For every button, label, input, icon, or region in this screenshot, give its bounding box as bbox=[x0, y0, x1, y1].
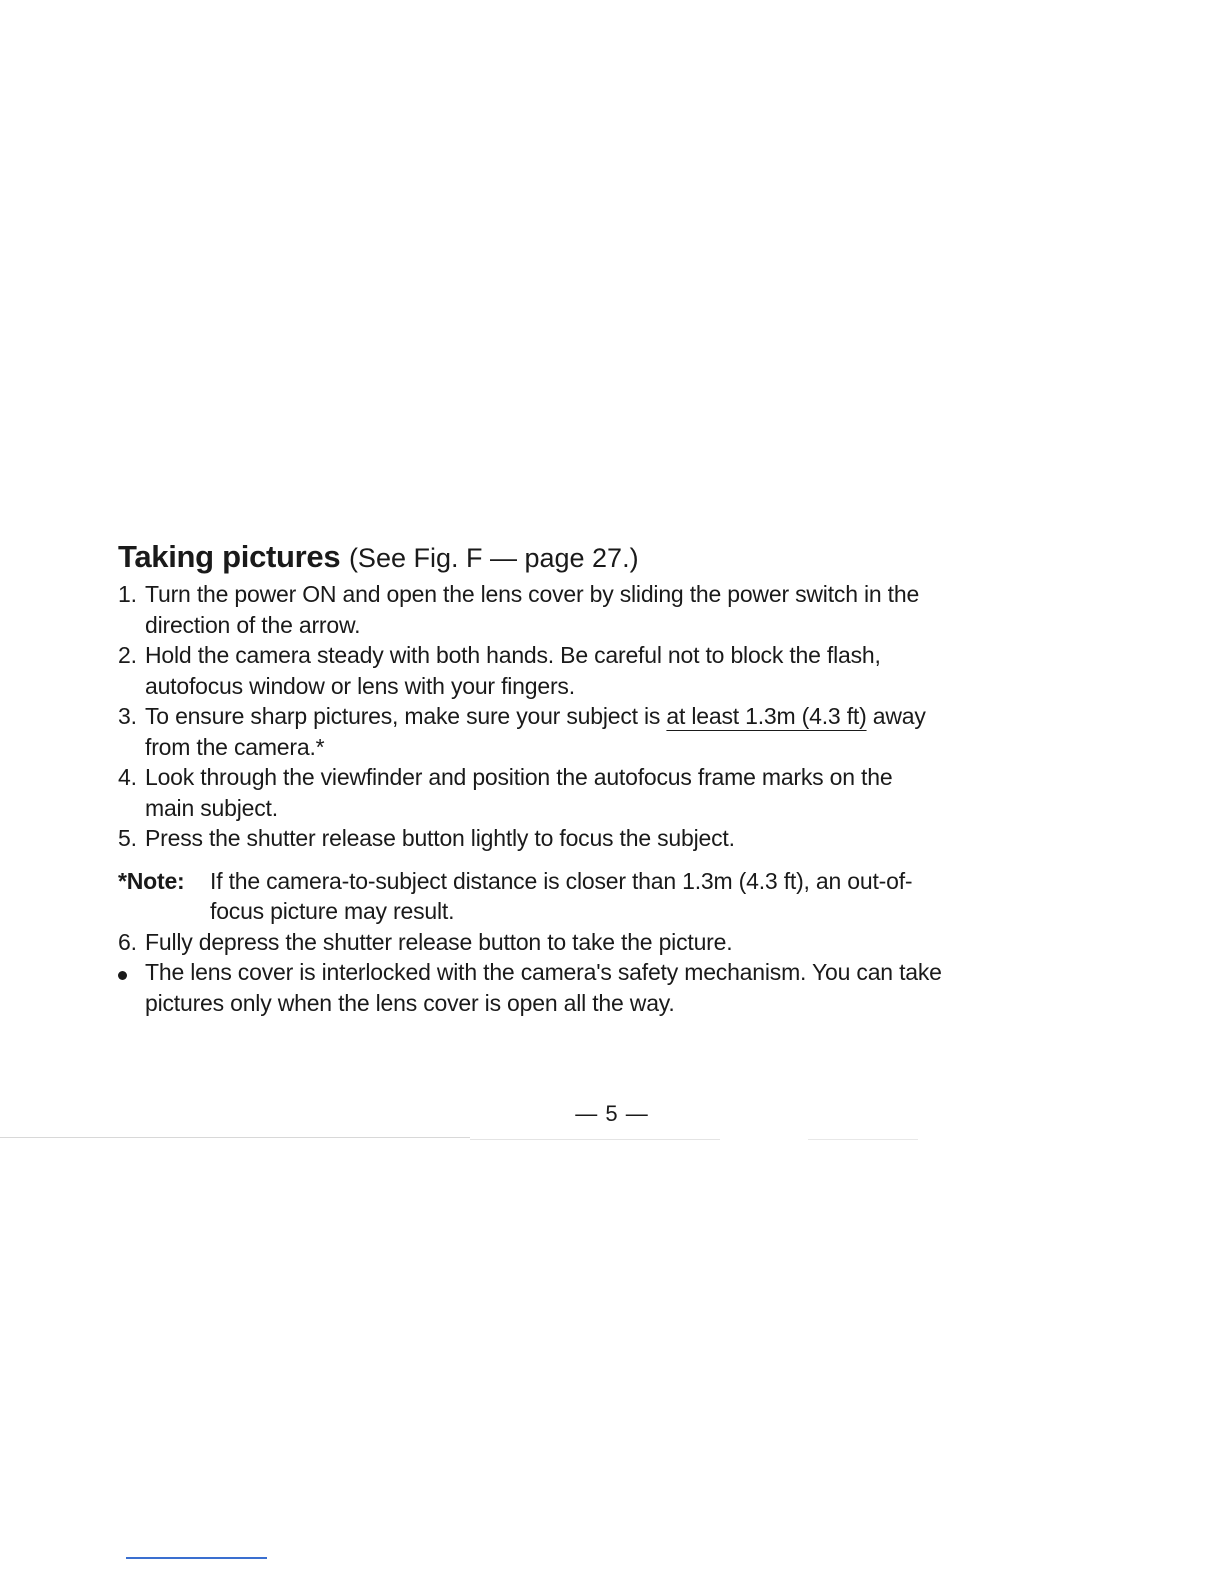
step-text-line: Hold the camera steady with both hands. Be careful not to block the flash, bbox=[145, 642, 881, 668]
distance-emphasis: at least 1.3m (4.3 ft) bbox=[666, 703, 867, 729]
scan-edge-line bbox=[470, 1139, 720, 1140]
distance-note bbox=[118, 866, 1098, 927]
step-1 bbox=[118, 579, 1098, 640]
step-4 bbox=[118, 762, 1098, 823]
step-number: 5. bbox=[118, 825, 137, 851]
taking-pictures-section bbox=[118, 538, 1098, 1018]
instruction-list bbox=[118, 579, 1098, 854]
step-text-line: Turn the power ON and open the lens cover by sliding the power switch in the bbox=[145, 581, 920, 607]
step-text-line: Press the shutter release button lightly to focus the subject. bbox=[145, 825, 735, 851]
step-text-post: away bbox=[866, 703, 926, 729]
note-text-line: focus picture may result. bbox=[210, 898, 455, 924]
step-number: 4. bbox=[118, 764, 137, 790]
section-heading bbox=[118, 538, 1098, 577]
page-number: — 5 — bbox=[575, 1101, 649, 1126]
step-number: 3. bbox=[118, 703, 137, 729]
scan-edge-line bbox=[808, 1139, 918, 1140]
bullet-text-line: The lens cover is interlocked with the camera's safety mechanism. You can take bbox=[145, 959, 942, 985]
step-text-line: main subject. bbox=[145, 794, 278, 821]
step-text-line: autofocus window or lens with your fingers. bbox=[145, 672, 575, 699]
scan-edge-mark bbox=[126, 1557, 267, 1559]
lens-cover-bullet bbox=[118, 957, 1098, 1018]
section-title: Taking pictures bbox=[118, 539, 341, 574]
step-text-line bbox=[145, 701, 1098, 732]
step-number: 6. bbox=[118, 928, 137, 955]
step-6 bbox=[118, 927, 1098, 958]
step-text-line: Look through the viewfinder and position the autofocus frame marks on the bbox=[145, 764, 893, 790]
bullet-icon bbox=[118, 957, 127, 988]
step-text-line: from the camera.* bbox=[145, 733, 325, 760]
step-text-line: Fully depress the shutter release button to take the picture. bbox=[145, 928, 733, 955]
step-text-line: direction of the arrow. bbox=[145, 611, 361, 638]
step-5 bbox=[118, 823, 1098, 854]
step-number: 2. bbox=[118, 642, 137, 668]
note-label: *Note: bbox=[118, 867, 185, 894]
instruction-list-continued bbox=[118, 927, 1098, 1019]
step-text-pre: To ensure sharp pictures, make sure your subject is bbox=[145, 703, 667, 729]
bullet-text-line: pictures only when the lens cover is open all the way. bbox=[145, 989, 675, 1016]
step-3 bbox=[118, 701, 1098, 762]
figure-reference: (See Fig. F — page 27.) bbox=[348, 543, 639, 573]
scan-edge-line bbox=[0, 1137, 470, 1138]
note-text-line: If the camera-to-subject distance is closer than 1.3m (4.3 ft), an out-of- bbox=[210, 867, 913, 894]
step-number: 1. bbox=[118, 581, 137, 607]
step-2 bbox=[118, 640, 1098, 701]
